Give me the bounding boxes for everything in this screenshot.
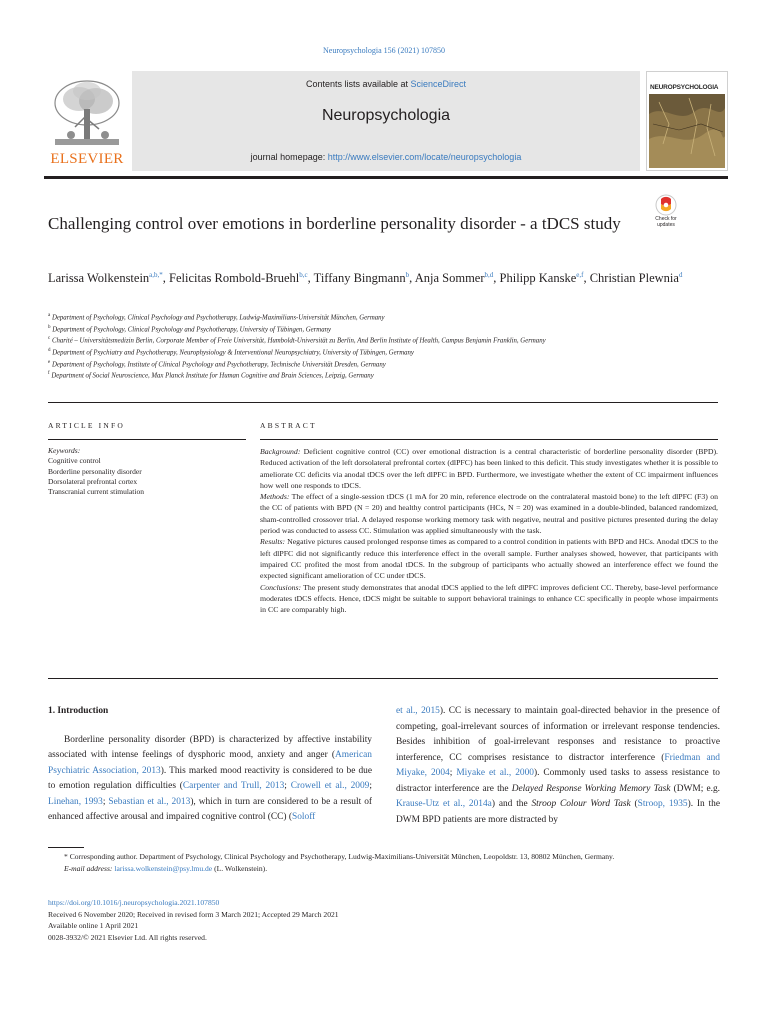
check-updates-icon	[655, 194, 677, 216]
body-text: ;	[369, 781, 372, 791]
citation-link[interactable]: Crowell et al., 2009	[290, 781, 370, 791]
email-owner: (L. Wolkenstein).	[212, 863, 268, 873]
abstract-section-label: Methods:	[260, 492, 290, 502]
body-text: ). Commonly used tasks to assess resistance to distractor interference are the	[396, 768, 720, 794]
affiliation-text: Department of Psychology, Clinical Psychology and Psychotherapy, Ludwig-Maximilians-Universität München, Germany	[51, 314, 385, 322]
affiliation	[48, 323, 698, 335]
journal-header-box	[132, 71, 640, 171]
article-info-rule	[48, 439, 246, 440]
corresponding-author-note: * Corresponding author. Department of Psychology, Clinical Psychology and Psychotherapy, Ludwig-Maximilians-Universität München, Leopoldstr. 13, 80802 München, Germany.	[64, 852, 615, 861]
body-text: ). CC is necessary to maintain goal-directed behavior in the presence of competing, goal-irrelevant sources of information or irrelevant response tendencies. Besides inhibition of goal-irrelevant responses and resistance to proactive interference, CC comprises resistance to distractor interference (	[396, 706, 720, 763]
homepage-prefix: journal homepage:	[250, 152, 328, 162]
sciencedirect-link[interactable]: ScienceDirect	[410, 79, 467, 89]
affiliation	[48, 369, 698, 381]
author-affiliation-marker[interactable]: b,d	[484, 271, 494, 279]
contents-line	[132, 79, 640, 89]
online-date: Available online 1 April 2021	[48, 921, 139, 930]
abstract-section-text: Negative pictures caused prolonged response times as compared to a control condition in patients with BPD and HCs. Anodal tDCS to the left dlPFC did not significantly reduce this interference effect in the overall sample. Further analyses showed, however, that participants with impaired CC profited the most from anodal tDCS. In the subgroup of participants who actually showed an interference effect we found the expected significant amelioration of CC under tDCS.	[260, 537, 718, 581]
abstract-section-label: Conclusions:	[260, 582, 302, 592]
body-text: ), which in turn are considered to be a result of enhanced affective arousal and impaired cognitive control (CC) (	[48, 796, 373, 822]
abstract-text	[260, 446, 718, 615]
received-dates: Received 6 November 2020; Received in revised form 3 March 2021; Accepted 29 March 2021	[48, 909, 339, 919]
footnote-rule	[48, 847, 84, 848]
abstract-section	[260, 446, 718, 491]
abstract-section-text: Deficient cognitive control (CC) over emotional distraction is a central characteristic of borderline personality disorder (BPD). Reduced activation of the left dorsolateral prefrontal cortex (dlPFC) has been linked to this deficit. This study investigates whether it is possible to ameliorate CC deficits via anodal tDCS over the left dlPFC in BPD. Furthermore, we investigate whether the extent of CC impairment influences how well one responds to tDCS.	[260, 447, 718, 490]
citation-link[interactable]: Friedman and Miyake, 2004	[396, 752, 720, 778]
author-list: Larissa Wolkenstein$^{a,b,*}$, Felicitas Rombold-Bruehl$^{b,c}$, Tiffany Bingmann$^b$, Anja Sommer$^{b,d}$, Philipp Kanske$^{e,f}$, Christian Plewnia$^d$	[48, 271, 683, 286]
author-affiliation-marker[interactable]: b,c	[299, 271, 308, 279]
abstract-section	[260, 536, 718, 581]
journal-reference[interactable]: Neuropsychologia 156 (2021) 107850	[323, 46, 445, 55]
keywords-label: Keywords:	[48, 446, 81, 455]
affiliation	[48, 358, 698, 370]
affiliation	[48, 334, 698, 346]
elsevier-tree-icon	[49, 75, 125, 151]
author-affiliation-marker[interactable]: e,f	[576, 271, 584, 279]
cover-title: NEUROPSYCHOLOGIA	[650, 84, 719, 91]
citation-link[interactable]: Sebastian et al., 2013	[108, 796, 191, 807]
affiliation-key: e	[48, 359, 51, 365]
check-updates-line2: updates	[657, 222, 675, 228]
body-text: (DWM; e.g.	[670, 783, 720, 794]
homepage-link[interactable]: http://www.elsevier.com/locate/neuropsychologia	[327, 152, 522, 162]
author-name[interactable]: Larissa Wolkenstein	[48, 271, 150, 286]
author-affiliation-marker[interactable]: d	[678, 271, 683, 279]
article-info-heading: ARTICLE INFO	[48, 421, 125, 430]
affiliation-text: Charité – Universitätsmedizin Berlin, Corporate Member of Freie Universität, Humboldt-Universität zu Berlin, And Berlin Institute of Health, Campus Benjamin Franklin, Germany	[51, 337, 546, 345]
journal-masthead	[44, 71, 728, 174]
body-text: ;	[102, 796, 109, 807]
affiliation-key: a	[48, 313, 51, 318]
body-text: ) and the	[491, 799, 532, 809]
citation-link[interactable]: American Psychiatric Association, 2013	[48, 750, 372, 776]
author-affiliation-marker[interactable]: a,b,*	[149, 271, 163, 279]
citation-link[interactable]: Stroop, 1935	[637, 799, 688, 809]
author-name[interactable]: Christian Plewnia	[589, 271, 679, 286]
author-affiliation-marker[interactable]: b	[405, 271, 410, 279]
doi-link[interactable]: https://doi.org/10.1016/j.neuropsychologia.2021.107850	[48, 898, 220, 907]
affiliation-text: Department of Social Neuroscience, Max Planck Institute for Human Cognitive and Brain Sciences, Leipzig, Germany	[51, 372, 374, 380]
journal-cover[interactable]	[646, 71, 728, 171]
keyword: Cognitive control	[48, 456, 101, 466]
section-rule	[48, 402, 718, 403]
keywords-block	[48, 446, 246, 497]
abstract-rule	[260, 439, 718, 440]
author	[500, 271, 584, 285]
task-name: Stroop Colour Word Task	[531, 799, 631, 809]
author-name[interactable]: Philipp Kanske	[499, 271, 577, 286]
affiliation-key: b	[48, 324, 51, 330]
article-metadata	[48, 897, 720, 943]
citation-link[interactable]: Carpenter and Trull, 2013	[182, 781, 285, 791]
article-title: Challenging control over emotions in borderline personality disorder - a tDCS study	[48, 214, 621, 233]
abstract-section	[260, 582, 718, 616]
abstract-section-text: The present study demonstrates that anodal tDCS applied to the left dlPFC improves deficient CC. Thereby, base-level performance moderates tDCS effects. Hence, tDCS might be suitable to support behavioral trainings to enhance CC specifically in people whose impairments in CC are comparably high.	[260, 582, 718, 615]
copyright: 0028-3932/© 2021 Elsevier Ltd. All rights reserved.	[48, 932, 207, 942]
introduction-paragraph	[48, 733, 372, 826]
email-label: E-mail address:	[64, 863, 113, 873]
author-name[interactable]: Felicitas Rombold-Bruehl	[169, 271, 300, 286]
affiliation	[48, 346, 698, 358]
body-text: Borderline personality disorder (BPD) is characterized by affective instability associated with intense feelings of dysphoric mood, anxiety and anger (	[48, 734, 372, 760]
abstract-section-label: Results:	[260, 537, 286, 547]
section-heading-introduction: 1. Introduction	[48, 706, 109, 716]
abstract-bottom-rule	[48, 678, 718, 679]
author	[590, 271, 683, 285]
cover-image-icon	[649, 94, 725, 168]
affiliation-text: Department of Psychology, Institute of Clinical Psychology and Psychotherapy, Technische Universität Dresden, Germany	[51, 360, 386, 368]
keyword-list	[48, 456, 246, 497]
elsevier-wordmark: ELSEVIER	[50, 151, 124, 167]
contents-prefix: Contents lists available at	[305, 79, 411, 89]
footnotes	[48, 851, 720, 874]
check-updates-label	[648, 216, 684, 228]
body-text: ). In the DWM BPD patients are more distracted by	[396, 799, 720, 825]
journal-title: Neuropsychologia	[321, 107, 451, 124]
affiliation-key: c	[48, 336, 51, 342]
citation-link[interactable]: Krause-Utz et al., 2014a	[396, 799, 492, 809]
affiliation	[48, 311, 698, 323]
body-column-right	[396, 704, 720, 828]
check-for-updates-badge[interactable]	[648, 194, 684, 230]
affiliation-text: Department of Psychology, Clinical Psychology and Psychotherapy, University of Tübingen, Germany	[52, 325, 332, 333]
abstract-section-text: The effect of a single-session tDCS (1 mA for 20 min, reference electrode on the contralateral mastoid bone) to the left dlPFC (F3) on the CC of patients with BPD (N = 20) and healthy control participants (HCs, N = 20) was examined in a double-blinded, balanced randomized, sham-controlled crossover trial. A delayed response working memory task with negative, neutral and positive pictures presented during the delay period was conducted to assess CC. Stimulation was applied simultaneously with the task.	[260, 492, 718, 536]
citation-link[interactable]: Miyake et al., 2000	[456, 768, 534, 778]
author	[415, 271, 494, 285]
citation-link[interactable]: et al., 2015	[396, 706, 440, 716]
journal-homepage	[132, 152, 640, 162]
author	[48, 271, 163, 285]
body-text: ). This marked mood reactivity is considered to be due to emotion regulation difficulties (	[48, 765, 372, 791]
keyword: Transcranial current stimulation	[48, 487, 144, 497]
abstract-section-label: Background:	[260, 447, 301, 456]
keyword: Dorsolateral prefrontal cortex	[48, 476, 138, 486]
affiliation-key: d	[48, 348, 51, 354]
body-text: (	[630, 799, 638, 809]
email-link[interactable]: larissa.wolkenstein@psy.lmu.de	[114, 863, 213, 873]
abstract-heading: ABSTRACT	[260, 421, 317, 430]
body-text: ;	[284, 781, 291, 791]
keyword: Borderline personality disorder	[48, 466, 142, 476]
introduction-paragraph-continued	[396, 704, 720, 828]
masthead-rule	[44, 176, 728, 179]
citation-link[interactable]: Linehan, 1993	[48, 796, 103, 807]
citation-link[interactable]: Soloff	[292, 812, 316, 822]
affiliation-text: Department of Psychiatry and Psychotherapy, Neurophysiology & Interventional Neuropsychiatry, University of Tübingen, Germany	[52, 349, 414, 357]
email-note	[48, 863, 720, 875]
body-text: ;	[449, 768, 457, 778]
elsevier-logo[interactable]	[44, 71, 130, 174]
task-name: Delayed Response Working Memory Task	[511, 783, 671, 794]
author	[169, 271, 308, 285]
affiliation-key: f	[48, 371, 50, 377]
author-name[interactable]: Tiffany Bingmann	[313, 271, 406, 286]
check-updates-line1: Check for	[655, 216, 677, 222]
abstract-section	[260, 491, 718, 536]
author-name[interactable]: Anja Sommer	[414, 271, 485, 286]
body-column-left	[48, 704, 372, 826]
author	[314, 271, 410, 285]
affiliation-list	[48, 311, 698, 381]
